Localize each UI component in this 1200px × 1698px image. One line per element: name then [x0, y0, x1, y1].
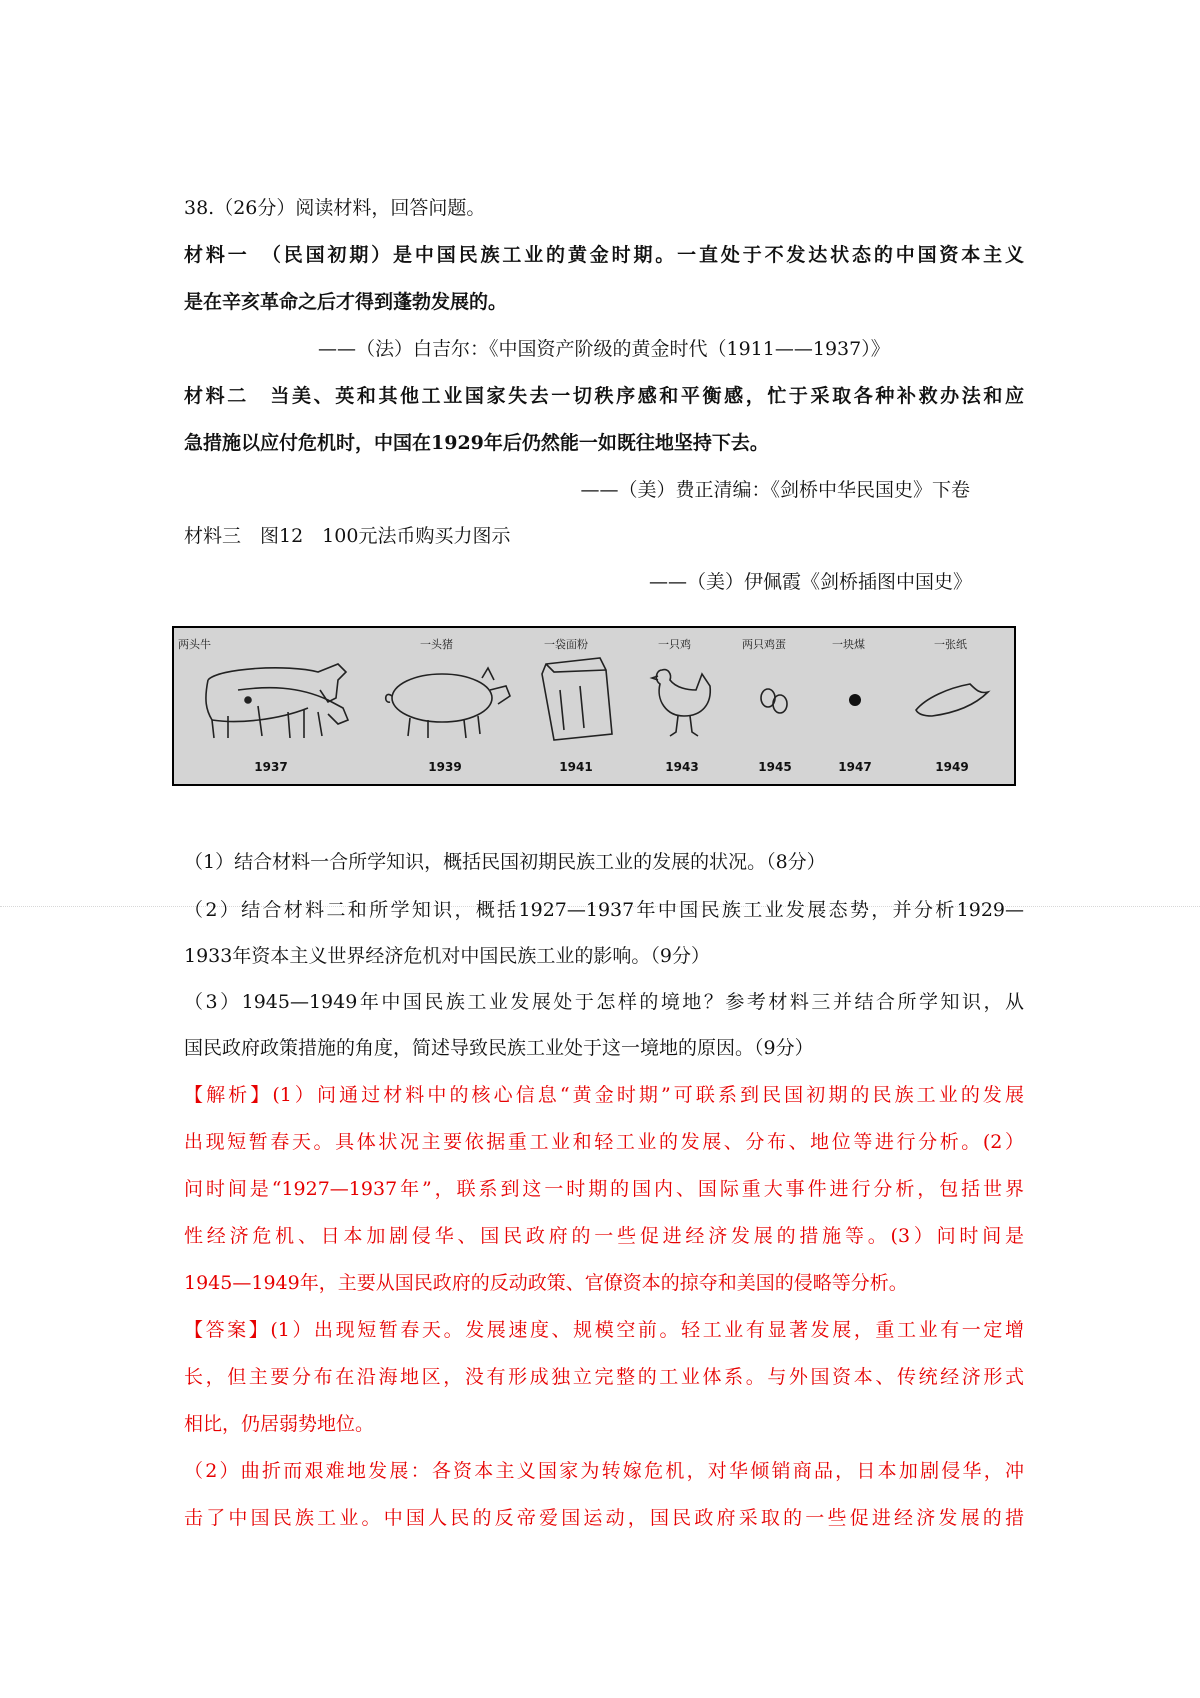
cow-icon — [178, 650, 364, 750]
figure-caption: 一块煤 — [832, 638, 865, 651]
figure-year: 1941 — [559, 760, 593, 774]
answer-line4: （2）曲折而艰难地发展：各资本主义国家为转嫁危机，对华倾销商品，日本加剧侵华，冲 — [184, 1460, 1024, 1482]
figure-caption: 两头牛 — [178, 638, 211, 651]
answer-line2: 长，但主要分布在沿海地区，没有形成独立完整的工业体系。与外国资本、传统经济形式 — [184, 1366, 1024, 1388]
figure-year: 1945 — [758, 760, 792, 774]
paper-icon — [892, 650, 1012, 750]
figure-year: 1947 — [838, 760, 872, 774]
material3-line: 材料三 图12 100元法币购买力图示 — [184, 525, 511, 547]
figure-caption: 一只鸡 — [658, 638, 691, 651]
figure-item-1937 — [178, 628, 364, 784]
figure-item-1939 — [370, 628, 520, 784]
material2-line2: 急措施以应付危机时，中国在1929年后仍然能一如既往地坚持下去。 — [184, 432, 769, 454]
material1-line2: 是在辛亥革命之后才得到蓬勃发展的。 — [184, 291, 508, 313]
coal-icon — [818, 650, 892, 750]
analysis-line4: 性经济危机、日本加剧侵华、国民政府的一些促进经济发展的措施等。(3）问时间是 — [184, 1225, 1024, 1247]
figure-year: 1949 — [935, 760, 969, 774]
figure-item-1949 — [892, 628, 1012, 784]
subquestion-3-line1: （3）1945—1949年中国民族工业发展处于怎样的境地？参考材料三并结合所学知识，从 — [184, 991, 1024, 1013]
figure-caption: 一袋面粉 — [544, 638, 588, 651]
question-title: 38.（26分）阅读材料，回答问题。 — [184, 197, 486, 219]
answer-line1: 【答案】(1）出现短暂春天。发展速度、规模空前。轻工业有显著发展，重工业有一定增 — [184, 1319, 1024, 1341]
material1-line1: 材料一 （民国初期）是中国民族工业的黄金时期。一直处于不发达状态的中国资本主义 — [184, 244, 1024, 266]
material3-source: ——（美）伊佩霞《剑桥插图中国史》 — [648, 571, 972, 593]
subquestion-1: （1）结合材料一合所学知识，概括民国初期民族工业的发展的状况。（8分） — [184, 851, 826, 873]
answer-line5: 击了中国民族工业。中国人民的反帝爱国运动，国民政府采取的一些促进经济发展的措 — [184, 1507, 1024, 1529]
figure-caption: 一张纸 — [934, 638, 967, 651]
subquestion-3-line2: 国民政府政策措施的角度，简述导致民族工业处于这一境地的原因。（9分） — [184, 1037, 814, 1059]
purchasing-power-figure — [172, 626, 1016, 786]
analysis-line1: 【解析】(1）问通过材料中的核心信息“黄金时期”可联系到民国初期的民族工业的发展 — [184, 1084, 1024, 1106]
analysis-line3: 问时间是“1927—1937年”，联系到这一时期的国内、国际重大事件进行分析，包括世界 — [184, 1178, 1024, 1200]
material2-source: ——（美）费正清编：《剑桥中华民国史》下卷 — [580, 479, 970, 501]
subquestion-2-line1: （2）结合材料二和所学知识，概括1927—1937年中国民族工业发展态势，并分析1929— — [184, 899, 1024, 921]
figure-year: 1937 — [254, 760, 288, 774]
figure-year: 1939 — [428, 760, 462, 774]
pig-icon — [370, 650, 520, 750]
material1-source: ——（法）白吉尔：《中国资产阶级的黄金时代（1911——1937）》 — [318, 338, 890, 360]
figure-item-1945 — [732, 628, 818, 784]
figure-caption: 两只鸡蛋 — [742, 638, 786, 651]
eggs-icon — [732, 650, 818, 750]
figure-caption: 一头猪 — [420, 638, 453, 651]
analysis-line5: 1945—1949年，主要从国民政府的反动政策、官僚资本的掠夺和美国的侵略等分析。 — [184, 1272, 908, 1294]
subquestion-2-line2: 1933年资本主义世界经济危机对中国民族工业的影响。（9分） — [184, 945, 710, 967]
figure-item-1947 — [818, 628, 892, 784]
figure-year: 1943 — [665, 760, 699, 774]
figure-item-1943 — [632, 628, 732, 784]
chicken-icon — [632, 650, 732, 750]
figure-item-1941 — [520, 628, 632, 784]
analysis-line2: 出现短暂春天。具体状况主要依据重工业和轻工业的发展、分布、地位等进行分析。(2） — [184, 1131, 1024, 1153]
answer-line3: 相比，仍居弱势地位。 — [184, 1413, 375, 1435]
flour-sack-icon — [520, 650, 632, 750]
material2-line1: 材料二 当美、英和其他工业国家失去一切秩序感和平衡感，忙于采取各种补救办法和应 — [184, 385, 1024, 407]
